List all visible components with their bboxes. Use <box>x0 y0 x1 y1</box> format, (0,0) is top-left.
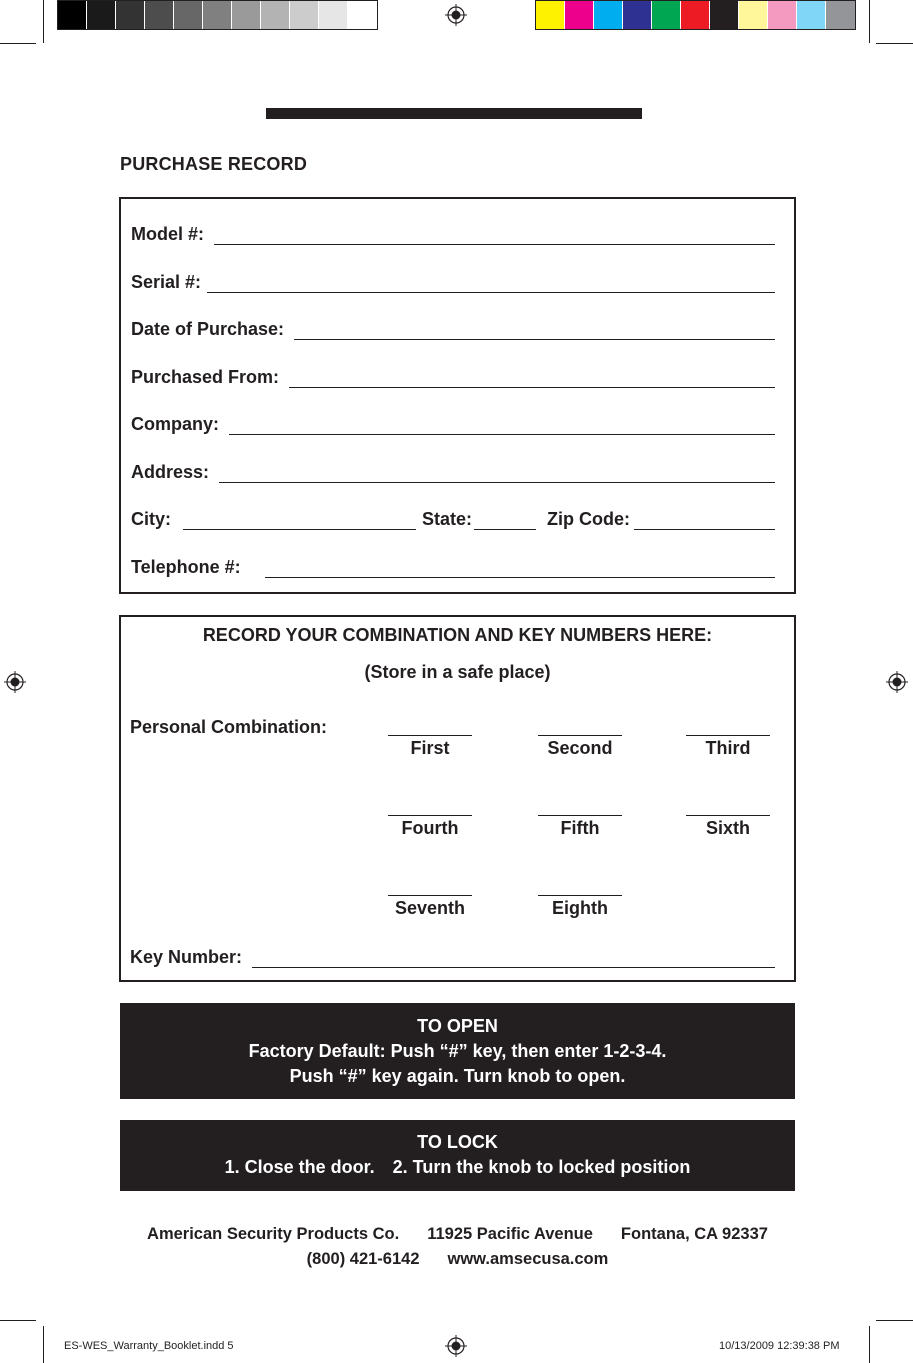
color-swatch <box>768 1 797 29</box>
combination-slot-fifth[interactable] <box>538 796 622 839</box>
combination-blank[interactable] <box>388 876 472 896</box>
city-label: City: <box>131 509 171 529</box>
color-swatch <box>174 1 203 29</box>
to-lock-title: TO LOCK <box>417 1132 498 1152</box>
to-open-panel <box>120 1003 795 1099</box>
color-swatch <box>232 1 261 29</box>
crop-mark <box>43 0 44 43</box>
crop-mark <box>876 1320 913 1321</box>
to-open-instruction-1: Factory Default: Push “#” key, then enter 1-2-3-4. <box>248 1041 667 1061</box>
to-lock-step-2: 2. Turn the knob to locked position <box>392 1157 691 1177</box>
combination-slot-label: Fifth <box>560 818 600 838</box>
combination-blank[interactable] <box>388 796 472 816</box>
city-state-zip-row <box>131 506 775 530</box>
color-swatch <box>681 1 710 29</box>
combination-slot-label: Seventh <box>394 898 466 918</box>
combination-slot-label: Third <box>705 738 751 758</box>
to-open-instruction-2: Push “#” key again. Turn knob to open. <box>289 1066 626 1086</box>
crop-mark <box>876 43 913 44</box>
to-lock-step-1: 1. Close the door. <box>224 1157 375 1177</box>
to-lock-panel <box>120 1120 795 1191</box>
color-swatch <box>145 1 174 29</box>
footer-address-line <box>120 1225 795 1244</box>
footer-contact-line <box>120 1250 795 1269</box>
serial-field[interactable] <box>207 275 775 293</box>
address-row <box>131 459 775 483</box>
color-swatch <box>203 1 232 29</box>
color-swatch <box>710 1 739 29</box>
color-swatch <box>652 1 681 29</box>
city-field[interactable] <box>183 512 416 530</box>
color-swatch <box>797 1 826 29</box>
combination-slot-seventh[interactable] <box>388 876 472 919</box>
company-field[interactable] <box>229 417 775 435</box>
combination-slot-sixth[interactable] <box>686 796 770 839</box>
combination-slot-second[interactable] <box>538 716 622 759</box>
color-swatch <box>116 1 145 29</box>
key-number-label: Key Number: <box>130 947 243 967</box>
model-row <box>131 221 775 245</box>
color-swatch <box>536 1 565 29</box>
slug-timestamp: 10/13/2009 12:39:38 PM <box>719 1340 840 1352</box>
purchased-from-label: Purchased From: <box>131 367 280 387</box>
telephone-field[interactable] <box>265 560 775 578</box>
company-row <box>131 411 775 435</box>
to-lock-steps <box>120 1155 795 1180</box>
color-swatch <box>87 1 116 29</box>
header-rule <box>266 108 642 119</box>
crop-mark <box>869 1326 870 1363</box>
date-of-purchase-label: Date of Purchase: <box>131 319 285 339</box>
crop-mark <box>43 1326 44 1363</box>
registration-mark-icon <box>445 1335 467 1357</box>
purchased-from-field[interactable] <box>289 370 775 388</box>
footer-city: Fontana, CA 92337 <box>620 1225 768 1243</box>
color-swatch <box>594 1 623 29</box>
company-label: Company: <box>131 414 220 434</box>
crop-mark <box>0 43 36 44</box>
address-field[interactable] <box>219 465 775 483</box>
address-label: Address: <box>131 462 210 482</box>
footer-phone: (800) 421-6142 <box>306 1250 420 1268</box>
footer-website-link[interactable]: www.amsecusa.com <box>447 1250 609 1268</box>
registration-mark-icon <box>445 4 467 26</box>
date-row <box>131 316 775 340</box>
key-number-row <box>130 947 775 968</box>
combination-blank[interactable] <box>538 796 622 816</box>
telephone-label: Telephone #: <box>131 557 241 577</box>
combination-slot-first[interactable] <box>388 716 472 759</box>
purchase-record-title: PURCHASE RECORD <box>120 154 308 174</box>
state-field[interactable] <box>474 512 536 530</box>
combination-slot-label: Fourth <box>401 818 459 838</box>
combination-record-box <box>119 615 796 982</box>
combination-slot-label: Sixth <box>705 818 750 838</box>
serial-row <box>131 269 775 293</box>
process-color-bar <box>535 0 856 30</box>
combination-slot-eighth[interactable] <box>538 876 622 919</box>
color-swatch <box>739 1 768 29</box>
combination-slot-label: Eighth <box>552 898 608 918</box>
slug-filename: ES-WES_Warranty_Booklet.indd 5 <box>64 1340 234 1352</box>
purchased-from-row <box>131 364 775 388</box>
gray-color-bar <box>57 0 378 30</box>
color-swatch <box>826 1 855 29</box>
state-label: State: <box>422 509 473 529</box>
registration-mark-icon <box>4 671 26 693</box>
crop-mark <box>869 0 870 43</box>
telephone-row <box>131 554 775 578</box>
combination-subtitle: (Store in a safe place) <box>364 662 551 682</box>
to-open-title: TO OPEN <box>417 1016 498 1036</box>
combination-title: RECORD YOUR COMBINATION AND KEY NUMBERS HERE: <box>202 625 713 645</box>
model-field[interactable] <box>214 227 775 245</box>
combination-blank[interactable] <box>388 716 472 736</box>
crop-mark <box>0 1320 36 1321</box>
color-swatch <box>261 1 290 29</box>
color-swatch <box>290 1 319 29</box>
zip-code-field[interactable] <box>634 512 775 530</box>
key-number-field[interactable] <box>252 948 775 968</box>
combination-slot-third[interactable] <box>686 716 770 759</box>
date-of-purchase-field[interactable] <box>294 322 775 340</box>
color-swatch <box>565 1 594 29</box>
color-swatch <box>58 1 87 29</box>
color-swatch <box>623 1 652 29</box>
color-swatch <box>319 1 348 29</box>
footer-company: American Security Products Co. <box>147 1225 400 1243</box>
model-label: Model #: <box>131 224 205 244</box>
combination-blank[interactable] <box>538 876 622 896</box>
serial-label: Serial #: <box>131 272 202 292</box>
combination-slot-fourth[interactable] <box>388 796 472 839</box>
purchase-record-form <box>119 197 796 594</box>
combination-blank[interactable] <box>686 796 770 816</box>
combination-blank[interactable] <box>538 716 622 736</box>
registration-mark-icon <box>886 671 908 693</box>
color-swatch <box>348 1 377 29</box>
footer-street: 11925 Paciﬁc Avenue <box>427 1225 593 1243</box>
combination-blank[interactable] <box>686 716 770 736</box>
personal-combination-label: Personal Combination: <box>130 717 328 737</box>
combination-slot-label: First <box>410 738 450 758</box>
zip-code-label: Zip Code: <box>547 509 631 529</box>
combination-slot-label: Second <box>547 738 613 758</box>
